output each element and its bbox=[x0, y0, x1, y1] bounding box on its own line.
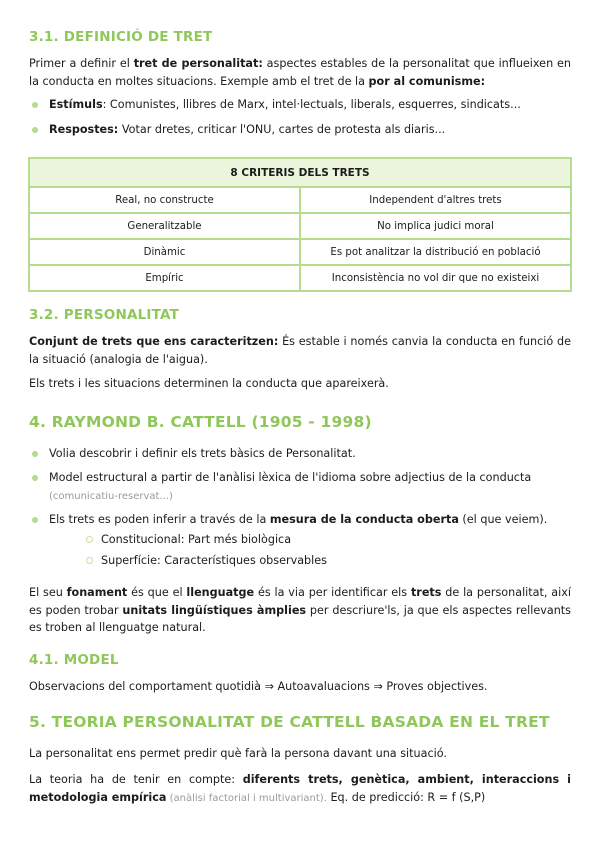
bullet-text: Model estructural a partir de l'anàlisi lèxica de l'idioma sobre adjectius de la conducta bbox=[49, 471, 532, 484]
bold-term: tret de personalitat: bbox=[133, 57, 263, 70]
table-row bbox=[29, 213, 571, 239]
bold-term: llenguatge bbox=[186, 586, 255, 599]
text-span: de la personalitat, així es poden trobar bbox=[29, 586, 572, 617]
bold-term: Conjunt de trets que ens caracteritzen: bbox=[29, 335, 279, 348]
bold-term: mesura de la conducta oberta bbox=[269, 513, 459, 526]
paragraph-model: Observacions del comportament quotidià ⇒ Autoavaluacions ⇒ Proves objectives. bbox=[29, 680, 488, 693]
sub-bullet-text: Constitucional: Part més biològica bbox=[101, 533, 292, 546]
table-cell: Es pot analitzar la distribució en població bbox=[300, 239, 571, 265]
table-cell: Generalitzable bbox=[29, 213, 300, 239]
bullet-dot-icon bbox=[32, 475, 38, 481]
text-span: per descriure'ls, ja que els aspectes rellevants es troben al llenguatge natural. bbox=[29, 603, 572, 634]
sub-bullet-ring-icon bbox=[86, 557, 93, 564]
bullet-text: Els trets es poden inferir a través de la bbox=[49, 513, 270, 526]
bullet-text: (el que veiem). bbox=[458, 513, 548, 526]
bold-term: unitats lingüístiques àmplies bbox=[122, 603, 307, 617]
muted-note: (anàlisi factorial i multivariant). bbox=[166, 792, 327, 804]
text-span: El seu bbox=[29, 586, 67, 599]
paragraph-definition bbox=[29, 55, 571, 90]
table-cell: Dinàmic bbox=[29, 239, 300, 265]
table-cell: Inconsistència no vol dir que no existeixi bbox=[300, 265, 571, 291]
table-header-row bbox=[29, 158, 571, 187]
paragraph-predict: La personalitat ens permet predir què farà la persona davant una situació. bbox=[29, 747, 447, 760]
table-title: 8 CRITERIS DELS TRETS bbox=[29, 158, 571, 187]
text-span: aspectes estables de la personalitat que influeixen en la conducta en moltes situacions. Exemple amb el tret de la bbox=[29, 57, 571, 88]
criteria-table bbox=[28, 157, 572, 292]
sub-bullet-text: Superfície: Característiques observables bbox=[101, 554, 327, 567]
bold-term: por al comunisme: bbox=[368, 74, 486, 88]
table-row bbox=[29, 187, 571, 213]
bullet-item bbox=[49, 469, 571, 505]
bullet-text: Volia descobrir i definir els trets bàsics de Personalitat. bbox=[49, 447, 356, 460]
table-cell: Empíric bbox=[29, 265, 300, 291]
text-span: Eq. de predicció: R = f (S,P) bbox=[326, 790, 486, 804]
heading-4-1: 4.1. MODEL bbox=[29, 652, 119, 668]
heading-3-1: 3.1. DEFINICIÓ DE TRET bbox=[29, 29, 213, 45]
bullet-dot-icon bbox=[32, 517, 38, 523]
bullet-dot-icon bbox=[32, 102, 38, 108]
text-span: és que el bbox=[127, 586, 187, 599]
bullet-dot-icon bbox=[32, 451, 38, 457]
bullet-dot-icon bbox=[32, 127, 38, 133]
text-span: És estable i només canvia la conducta en funció de la situació (analogia de l'aigua). bbox=[29, 335, 571, 366]
paragraph-theory bbox=[29, 771, 571, 807]
text-span: és la via per identificar els bbox=[254, 586, 411, 599]
paragraph-traits-situations: Els trets i les situacions determinen la conducta que apareixerà. bbox=[29, 377, 389, 390]
bullet-item-stimuli bbox=[49, 96, 571, 114]
paragraph-foundation bbox=[29, 584, 571, 637]
bullet-item bbox=[49, 511, 571, 529]
bullet-label: Respostes: bbox=[49, 123, 119, 136]
sub-bullet-item bbox=[101, 531, 571, 549]
text-span: La teoria ha de tenir en compte: bbox=[29, 773, 243, 786]
sub-bullet-ring-icon bbox=[86, 536, 93, 543]
bullet-item-responses bbox=[49, 121, 571, 139]
bold-term: fonament bbox=[66, 586, 128, 599]
text-span: Primer a definir el bbox=[29, 57, 134, 70]
muted-note: (comunicatiu-reservat...) bbox=[49, 490, 173, 502]
bold-term: trets bbox=[410, 586, 442, 599]
table-cell: Independent d'altres trets bbox=[300, 187, 571, 213]
table-row bbox=[29, 265, 571, 291]
heading-5: 5. TEORIA PERSONALITAT DE CATTELL BASADA EN EL TRET bbox=[29, 713, 550, 731]
bullet-text: : Comunistes, llibres de Marx, intel·lectuals, liberals, esquerres, sindicats... bbox=[102, 98, 521, 111]
heading-4: 4. RAYMOND B. CATTELL (1905 - 1998) bbox=[29, 413, 372, 431]
heading-3-2: 3.2. PERSONALITAT bbox=[29, 307, 179, 323]
paragraph-personality bbox=[29, 333, 571, 368]
table-cell: No implica judici moral bbox=[300, 213, 571, 239]
sub-bullet-item bbox=[101, 552, 571, 570]
bullet-text: Votar dretes, criticar l'ONU, cartes de protesta als diaris... bbox=[118, 123, 446, 136]
table-cell: Real, no constructe bbox=[29, 187, 300, 213]
bold-term: diferents trets, genètica, ambient, interaccions i metodologia empírica bbox=[29, 773, 571, 804]
bullet-label: Estímuls bbox=[49, 98, 103, 111]
bullet-item bbox=[49, 445, 571, 463]
table-row bbox=[29, 239, 571, 265]
